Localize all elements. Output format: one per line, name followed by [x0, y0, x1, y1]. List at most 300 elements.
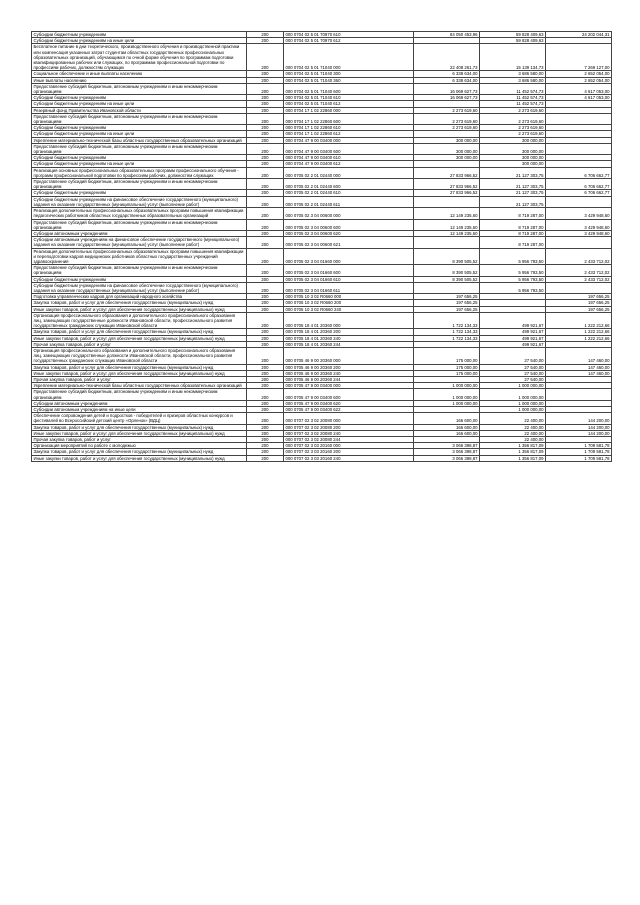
row-classification-code-cell: 000 0705 18 4 01 20360 240 [284, 335, 414, 341]
row-classification-code-cell: 000 0705 02 3 04 01660 000 [284, 248, 414, 265]
row-classification-code-cell: 000 0705 10 3 02 R0660 240 [284, 306, 414, 312]
row-line-code-cell: 200 [247, 364, 284, 370]
row-executed-amount-cell: 499 921,67 [480, 312, 546, 329]
row-line-code-cell: 200 [247, 167, 284, 178]
table-row-16 [32, 161, 612, 167]
row-classification-code-cell: 000 0705 02 3 04 00600 620 [284, 230, 414, 236]
row-executed-amount-cell: 8 719 287,00 [480, 219, 546, 230]
row-classification-code-cell: 000 0707 02 3 02 20080 244 [284, 437, 414, 443]
row-executed-amount-cell: 11 452 574,73 [480, 95, 546, 101]
row-executed-amount-cell: 300 000,00 [480, 161, 546, 167]
row-unexecuted-amount-cell: 1 709 581,78 [546, 455, 612, 461]
row-line-code-cell: 200 [247, 230, 284, 236]
row-name-cell: Реализация дополнительных профессиональных образовательных программ повышения квалификации педагогических работников областных государственных образовательных организаций [32, 208, 247, 219]
row-unexecuted-amount-cell: 197 656,25 [546, 306, 612, 312]
row-line-code-cell: 200 [247, 137, 284, 143]
row-executed-amount-cell: 11 452 574,73 [480, 83, 546, 94]
table-row-28 [32, 282, 612, 293]
row-approved-amount-cell: 197 656,25 [414, 306, 480, 312]
row-line-code-cell: 200 [247, 196, 284, 207]
row-approved-amount-cell: 22 408 261,73 [414, 44, 480, 71]
row-classification-code-cell: 000 0704 17 1 02 22860 600 [284, 113, 414, 124]
row-line-code-cell: 200 [247, 113, 284, 124]
row-line-code-cell: 200 [247, 370, 284, 376]
row-line-code-cell: 200 [247, 276, 284, 282]
row-line-code-cell: 200 [247, 265, 284, 276]
row-executed-amount-cell: 499 921,67 [480, 341, 546, 347]
row-line-code-cell: 200 [247, 312, 284, 329]
row-executed-amount-cell: 15 139 134,73 [480, 44, 546, 71]
row-approved-amount-cell: 3 066 398,87 [414, 455, 480, 461]
row-unexecuted-amount-cell: 4 617 053,00 [546, 83, 612, 94]
row-executed-amount-cell: 2 273 619,60 [480, 113, 546, 124]
row-name-cell: Прочая закупка товаров, работ и услуг [32, 341, 247, 347]
row-executed-amount-cell: 22 400,00 [480, 437, 546, 443]
table-row-25 [32, 248, 612, 265]
row-name-cell: Иные закупки товаров, работ и услуг для обеспечения государственных (муниципальных) нужд [32, 430, 247, 436]
row-executed-amount-cell: 1 356 817,09 [480, 449, 546, 455]
row-line-code-cell: 200 [247, 38, 284, 44]
row-name-cell: Резервный фонд Правительства Ивановской области [32, 107, 247, 113]
row-line-code-cell: 200 [247, 376, 284, 382]
table-row-26 [32, 265, 612, 276]
row-executed-amount-cell: 3 686 580,00 [480, 71, 546, 77]
row-classification-code-cell: 000 0705 47 9 00 03400 600 [284, 389, 414, 400]
budget-execution-table [31, 31, 612, 462]
table-row-12 [32, 131, 612, 137]
row-line-code-cell: 200 [247, 300, 284, 306]
row-classification-code-cell: 000 0704 02 5 01 70970 612 [284, 38, 414, 44]
row-unexecuted-amount-cell: 144 200,00 [546, 424, 612, 430]
row-executed-amount-cell: 8 719 287,00 [480, 208, 546, 219]
row-approved-amount-cell: 197 656,25 [414, 294, 480, 300]
row-executed-amount-cell: 1 000 000,00 [480, 407, 546, 413]
row-executed-amount-cell: 1 356 817,09 [480, 443, 546, 449]
row-classification-code-cell: 000 0705 18 4 01 20360 000 [284, 312, 414, 329]
row-executed-amount-cell: 21 127 303,75 [480, 196, 546, 207]
row-unexecuted-amount-cell: 197 656,25 [546, 300, 612, 306]
row-name-cell: Закупка товаров, работ и услуг для обеспечения государственных (муниципальных) нужд [32, 329, 247, 335]
row-name-cell: Закупка товаров, работ и услуг для обеспечения государственных (муниципальных) нужд [32, 300, 247, 306]
row-approved-amount-cell: 16 069 627,73 [414, 83, 480, 94]
table-row-4 [32, 71, 612, 77]
row-executed-amount-cell: 27 540,00 [480, 364, 546, 370]
row-line-code-cell: 200 [247, 101, 284, 107]
row-executed-amount-cell: 59 828 409,63 [480, 32, 546, 38]
row-unexecuted-amount-cell: 1 222 212,66 [546, 335, 612, 341]
row-line-code-cell: 200 [247, 248, 284, 265]
row-line-code-cell: 200 [247, 131, 284, 137]
row-line-code-cell: 200 [247, 306, 284, 312]
row-name-cell: Предоставление субсидий бюджетным, автономным учреждениям и иным некоммерческим организациям [32, 265, 247, 276]
row-name-cell: Субсидии бюджетным учреждениям на иные цели [32, 161, 247, 167]
row-classification-code-cell: 000 0705 18 4 01 20360 200 [284, 329, 414, 335]
table-body [32, 32, 612, 462]
row-unexecuted-amount-cell: 2 433 712,02 [546, 248, 612, 265]
row-classification-code-cell: 000 0705 46 9 00 20360 000 [284, 347, 414, 364]
row-name-cell: Иные выплаты населению [32, 77, 247, 83]
row-line-code-cell: 200 [247, 107, 284, 113]
row-approved-amount-cell: 175 000,00 [414, 347, 480, 364]
row-name-cell: Прочая закупка товаров, работ и услуг [32, 437, 247, 443]
row-executed-amount-cell: 5 956 793,50 [480, 265, 546, 276]
row-line-code-cell: 200 [247, 437, 284, 443]
row-classification-code-cell: 000 0704 47 9 00 03400 610 [284, 155, 414, 161]
row-name-cell: Субсидии бюджетным учреждениям на финансовое обеспечение государственного (муниципального) задания на оказание государственных (муниципальных) услуг (выполнение работ) [32, 282, 247, 293]
row-line-code-cell: 200 [247, 155, 284, 161]
row-classification-code-cell: 000 0705 47 9 00 03400 620 [284, 400, 414, 406]
row-line-code-cell: 200 [247, 83, 284, 94]
row-classification-code-cell: 000 0704 17 1 02 22860 610 [284, 125, 414, 131]
row-name-cell: Субсидии бюджетным учреждениям на иные цели [32, 131, 247, 137]
row-approved-amount-cell: 8 390 505,52 [414, 276, 480, 282]
row-approved-amount-cell: 2 273 619,60 [414, 113, 480, 124]
row-approved-amount-cell: 1 722 134,33 [414, 335, 480, 341]
row-executed-amount-cell: 1 000 000,00 [480, 400, 546, 406]
row-classification-code-cell: 000 0707 02 3 02 20080 200 [284, 424, 414, 430]
row-name-cell: Субсидии бюджетным учреждениям [32, 125, 247, 131]
row-classification-code-cell: 000 0705 10 3 02 R0660 000 [284, 294, 414, 300]
row-classification-code-cell: 000 0704 02 5 01 71040 300 [284, 71, 414, 77]
row-line-code-cell: 200 [247, 219, 284, 230]
row-approved-amount-cell: 84 050 453,96 [414, 32, 480, 38]
table-row-10 [32, 113, 612, 124]
table-row-6 [32, 83, 612, 94]
row-name-cell: Иные закупки товаров, работ и услуг для обеспечения государственных (муниципальных) нужд [32, 455, 247, 461]
row-approved-amount-cell [414, 282, 480, 293]
row-executed-amount-cell: 300 000,00 [480, 143, 546, 154]
row-unexecuted-amount-cell [546, 237, 612, 248]
row-unexecuted-amount-cell: 3 429 948,60 [546, 208, 612, 219]
row-executed-amount-cell: 5 956 793,50 [480, 282, 546, 293]
row-classification-code-cell: 000 0704 47 9 00 03400 612 [284, 161, 414, 167]
row-unexecuted-amount-cell [546, 113, 612, 124]
row-name-cell: Укрепление материально-технической базы областных государственных образовательных организаций [32, 137, 247, 143]
row-name-cell: Предоставление субсидий бюджетным, автономным учреждениям и иным некоммерческим организациям [32, 219, 247, 230]
row-name-cell: Субсидии автономным учреждениям [32, 400, 247, 406]
row-approved-amount-cell: 27 833 966,52 [414, 179, 480, 190]
row-executed-amount-cell: 1 000 000,00 [480, 383, 546, 389]
row-unexecuted-amount-cell: 144 200,00 [546, 413, 612, 424]
row-unexecuted-amount-cell: 197 656,25 [546, 294, 612, 300]
table-row-33 [32, 329, 612, 335]
row-classification-code-cell: 000 0704 02 5 01 71040 360 [284, 77, 414, 83]
row-name-cell: Субсидии бюджетным учреждениям [32, 155, 247, 161]
row-approved-amount-cell: 166 600,00 [414, 430, 480, 436]
row-classification-code-cell: 000 0704 02 5 01 71040 000 [284, 44, 414, 71]
row-name-cell: Организация профессионального образования и дополнительного профессионального образования лиц, замещающих государственные должности Ивановской области, профессионального развития государственных гражданских служащих Ивановской области [32, 347, 247, 364]
row-line-code-cell: 200 [247, 407, 284, 413]
row-executed-amount-cell: 5 956 793,50 [480, 276, 546, 282]
row-name-cell: Предоставление субсидий бюджетным, автономным учреждениям и иным некоммерческим организациям [32, 389, 247, 400]
row-name-cell: Субсидии бюджетным учреждениям [32, 190, 247, 196]
row-unexecuted-amount-cell: 6 706 662,77 [546, 190, 612, 196]
table-row-20 [32, 196, 612, 207]
row-unexecuted-amount-cell: 6 706 662,77 [546, 179, 612, 190]
row-classification-code-cell: 000 0704 02 5 01 71040 610 [284, 95, 414, 101]
row-classification-code-cell: 000 0704 02 5 01 70970 610 [284, 32, 414, 38]
row-approved-amount-cell: 3 066 398,87 [414, 449, 480, 455]
row-line-code-cell: 200 [247, 329, 284, 335]
row-line-code-cell: 200 [247, 455, 284, 461]
row-unexecuted-amount-cell: 3 429 948,60 [546, 230, 612, 236]
row-approved-amount-cell: 1 000 000,00 [414, 400, 480, 406]
row-name-cell: Социальное обеспечение и иные выплаты населению [32, 71, 247, 77]
row-executed-amount-cell: 21 127 303,75 [480, 190, 546, 196]
row-classification-code-cell: 000 0705 02 3 04 01660 600 [284, 265, 414, 276]
table-row-17 [32, 167, 612, 178]
row-approved-amount-cell: 1 722 134,33 [414, 329, 480, 335]
row-classification-code-cell: 000 0705 02 3 04 00600 621 [284, 237, 414, 248]
row-executed-amount-cell: 59 828 409,63 [480, 38, 546, 44]
row-unexecuted-amount-cell: 6 706 662,77 [546, 167, 612, 178]
row-classification-code-cell: 000 0704 17 1 02 22860 612 [284, 131, 414, 137]
row-classification-code-cell: 000 0705 02 2 01 02440 600 [284, 179, 414, 190]
row-classification-code-cell: 000 0704 17 1 02 22860 000 [284, 107, 414, 113]
row-classification-code-cell: 000 0705 46 9 00 20360 244 [284, 376, 414, 382]
row-executed-amount-cell: 499 921,67 [480, 335, 546, 341]
row-approved-amount-cell: 1 722 134,33 [414, 312, 480, 329]
row-classification-code-cell: 000 0704 02 5 01 71040 600 [284, 83, 414, 94]
row-classification-code-cell: 000 0705 46 9 00 20360 200 [284, 364, 414, 370]
row-approved-amount-cell: 3 066 398,87 [414, 443, 480, 449]
row-name-cell: Субсидии бюджетным учреждениям на иные цели [32, 101, 247, 107]
row-approved-amount-cell: 175 000,00 [414, 370, 480, 376]
table-row-2 [32, 38, 612, 44]
row-name-cell: Обеспечение сопровождения детей и подростков - победителей и призеров областных конкурсов и фестивалей во Всероссийский детский центр «Орленок» (ВДЦ) [32, 413, 247, 424]
table-row-18 [32, 179, 612, 190]
row-unexecuted-amount-cell: 2 652 054,00 [546, 71, 612, 77]
row-line-code-cell: 200 [247, 208, 284, 219]
row-classification-code-cell: 000 0707 02 3 02 20080 240 [284, 430, 414, 436]
row-approved-amount-cell: 197 656,25 [414, 300, 480, 306]
row-line-code-cell: 200 [247, 335, 284, 341]
row-unexecuted-amount-cell: 2 433 712,02 [546, 276, 612, 282]
row-classification-code-cell: 000 0707 02 3 03 20160 240 [284, 455, 414, 461]
row-name-cell: Субсидии автономным учреждениям на финансовое обеспечение государственного (муниципального) задания на оказание государственных (муниципальных) услуг (выполнение работ) [32, 237, 247, 248]
row-line-code-cell: 200 [247, 282, 284, 293]
row-approved-amount-cell: 2 273 619,60 [414, 125, 480, 131]
row-name-cell: Предоставление субсидий бюджетным, автономным учреждениям и иным некоммерческим организациям [32, 83, 247, 94]
row-name-cell: Бесплатное питание в дни теоретического, производственного обучения и производственной практики или компенсация указанных затрат студентам областных государственных профессиональных образовательных организаций, обучающимся по очной форме обучения по программам подготовки квалифицированных рабочих или служащих, по программам профессиональной подготовки по профессиям рабочих, должностям служащих [32, 44, 247, 71]
row-approved-amount-cell: 300 000,00 [414, 137, 480, 143]
table-row-37 [32, 364, 612, 370]
row-classification-code-cell: 000 0704 47 9 00 03400 000 [284, 137, 414, 143]
row-unexecuted-amount-cell: 147 460,00 [546, 364, 612, 370]
row-classification-code-cell: 000 0707 02 3 03 20160 200 [284, 449, 414, 455]
row-line-code-cell: 200 [247, 424, 284, 430]
row-name-cell: Предоставление субсидий бюджетным, автономным учреждениям и иным некоммерческим организациям [32, 179, 247, 190]
row-name-cell: Субсидии бюджетным учреждениям [32, 32, 247, 38]
row-executed-amount-cell: 5 956 793,50 [480, 248, 546, 265]
row-unexecuted-amount-cell [546, 282, 612, 293]
row-name-cell: Субсидии бюджетным учреждениям [32, 276, 247, 282]
row-unexecuted-amount-cell: 2 652 054,00 [546, 77, 612, 83]
row-classification-code-cell: 000 0705 47 9 00 03400 622 [284, 407, 414, 413]
row-unexecuted-amount-cell: 147 460,00 [546, 347, 612, 364]
row-approved-amount-cell: 300 000,00 [414, 143, 480, 154]
row-line-code-cell: 200 [247, 389, 284, 400]
table-row-8 [32, 101, 612, 107]
table-row-40 [32, 383, 612, 389]
row-classification-code-cell: 000 0707 02 3 03 20160 000 [284, 443, 414, 449]
row-name-cell: Укрепление материально-технической базы областных государственных образовательных организаций [32, 383, 247, 389]
table-row-46 [32, 430, 612, 436]
row-name-cell: Реализация дополнительных профессиональных образовательных программ повышения квалификации и переподготовки кадров медицинских работников областных государственных учреждений здравоохранения [32, 248, 247, 265]
row-unexecuted-amount-cell: 144 200,00 [546, 430, 612, 436]
row-name-cell: Закупка товаров, работ и услуг для обеспечения государственных (муниципальных) нужд [32, 449, 247, 455]
row-name-cell: Иные закупки товаров, работ и услуг для обеспечения государственных (муниципальных) нужд [32, 306, 247, 312]
row-unexecuted-amount-cell [546, 196, 612, 207]
row-approved-amount-cell: 300 000,00 [414, 155, 480, 161]
row-approved-amount-cell: 6 338 634,00 [414, 71, 480, 77]
row-unexecuted-amount-cell: 7 269 127,00 [546, 44, 612, 71]
row-executed-amount-cell: 2 273 619,60 [480, 131, 546, 137]
row-line-code-cell: 200 [247, 341, 284, 347]
table-row-41 [32, 389, 612, 400]
row-executed-amount-cell: 2 273 619,60 [480, 107, 546, 113]
row-executed-amount-cell: 300 000,00 [480, 155, 546, 161]
row-approved-amount-cell: 12 149 235,60 [414, 208, 480, 219]
row-approved-amount-cell: 27 833 966,52 [414, 167, 480, 178]
row-classification-code-cell: 000 0705 46 9 00 20360 240 [284, 370, 414, 376]
row-unexecuted-amount-cell: 1 709 581,78 [546, 443, 612, 449]
row-line-code-cell: 200 [247, 449, 284, 455]
row-line-code-cell: 200 [247, 190, 284, 196]
table-row-45 [32, 424, 612, 430]
row-approved-amount-cell: 1 000 000,00 [414, 383, 480, 389]
row-unexecuted-amount-cell: 1 222 212,66 [546, 329, 612, 335]
row-executed-amount-cell: 27 540,00 [480, 376, 546, 382]
row-unexecuted-amount-cell: 1 222 212,66 [546, 312, 612, 329]
row-name-cell: Субсидии бюджетным учреждениям на иные цели [32, 38, 247, 44]
row-line-code-cell: 200 [247, 347, 284, 364]
row-classification-code-cell: 000 0705 02 3 04 00600 000 [284, 208, 414, 219]
row-executed-amount-cell: 27 540,00 [480, 347, 546, 364]
row-executed-amount-cell: 22 400,00 [480, 424, 546, 430]
table-row-22 [32, 219, 612, 230]
table-row-9 [32, 107, 612, 113]
row-classification-code-cell: 000 0705 02 3 04 01660 610 [284, 276, 414, 282]
row-classification-code-cell: 000 0707 02 3 02 20080 000 [284, 413, 414, 424]
row-executed-amount-cell: 21 127 303,75 [480, 167, 546, 178]
row-unexecuted-amount-cell: 2 433 712,02 [546, 265, 612, 276]
row-approved-amount-cell: 175 000,00 [414, 364, 480, 370]
table-row-49 [32, 449, 612, 455]
row-approved-amount-cell: 12 149 235,60 [414, 230, 480, 236]
row-executed-amount-cell: 1 356 817,09 [480, 455, 546, 461]
table-row-36 [32, 347, 612, 364]
row-approved-amount-cell: 166 600,00 [414, 424, 480, 430]
row-name-cell: Субсидии бюджетным учреждениям [32, 95, 247, 101]
row-executed-amount-cell: 22 400,00 [480, 413, 546, 424]
row-line-code-cell: 200 [247, 161, 284, 167]
row-name-cell: Прочая закупка товаров, работ и услуг [32, 376, 247, 382]
row-name-cell: Закупка товаров, работ и услуг для обеспечения государственных (муниципальных) нужд [32, 424, 247, 430]
table-row-38 [32, 370, 612, 376]
row-approved-amount-cell: 166 600,00 [414, 413, 480, 424]
row-executed-amount-cell: 21 127 303,75 [480, 179, 546, 190]
table-row-24 [32, 237, 612, 248]
row-classification-code-cell: 000 0704 47 9 00 03400 600 [284, 143, 414, 154]
row-executed-amount-cell: 27 540,00 [480, 370, 546, 376]
row-unexecuted-amount-cell: 1 709 581,78 [546, 449, 612, 455]
row-name-cell: Субсидии бюджетным учреждениям на финансовое обеспечение государственного (муниципального) задания на оказание государственных (муниципальных) услуг (выполнение работ) [32, 196, 247, 207]
row-executed-amount-cell: 8 719 287,00 [480, 230, 546, 236]
row-line-code-cell: 200 [247, 294, 284, 300]
table-row-34 [32, 335, 612, 341]
row-line-code-cell: 200 [247, 71, 284, 77]
row-classification-code-cell: 000 0705 02 3 04 00600 600 [284, 219, 414, 230]
row-executed-amount-cell: 22 400,00 [480, 430, 546, 436]
row-unexecuted-amount-cell [546, 143, 612, 154]
row-approved-amount-cell [414, 196, 480, 207]
row-name-cell: Реализация основных профессиональных образовательных программ профессионального обучения - программ профессиональной подготовки по профессиям рабочих, должностям служащих [32, 167, 247, 178]
row-line-code-cell: 200 [247, 125, 284, 131]
row-classification-code-cell: 000 0705 10 3 02 R0660 200 [284, 300, 414, 306]
row-name-cell: Закупка товаров, работ и услуг для обеспечения государственных (муниципальных) нужд [32, 364, 247, 370]
table-row-32 [32, 312, 612, 329]
row-line-code-cell: 200 [247, 237, 284, 248]
row-name-cell: Предоставление субсидий бюджетным, автономным учреждениям и иным некоммерческим организациям [32, 143, 247, 154]
row-approved-amount-cell: 2 273 619,60 [414, 107, 480, 113]
row-line-code-cell: 200 [247, 32, 284, 38]
row-classification-code-cell: 000 0705 02 2 01 02440 000 [284, 167, 414, 178]
row-name-cell: Организация профессионального образования и дополнительного профессионального образования лиц, замещающих государственные должности Ивановской области, профессионального развития государственных гражданских служащих Ивановской области [32, 312, 247, 329]
row-unexecuted-amount-cell [546, 389, 612, 400]
row-executed-amount-cell: 2 273 619,60 [480, 125, 546, 131]
row-classification-code-cell: 000 0705 02 2 01 02440 610 [284, 190, 414, 196]
row-classification-code-cell: 000 0705 02 2 01 02440 611 [284, 196, 414, 207]
row-line-code-cell: 200 [247, 143, 284, 154]
row-name-cell: Предоставление субсидий бюджетным, автономным учреждениям и иным некоммерческим организациям [32, 113, 247, 124]
table-row-13 [32, 137, 612, 143]
row-classification-code-cell: 000 0705 47 9 00 03400 000 [284, 383, 414, 389]
table-row-43 [32, 407, 612, 413]
row-approved-amount-cell: 12 149 235,60 [414, 219, 480, 230]
row-unexecuted-amount-cell: 24 202 044,31 [546, 32, 612, 38]
row-executed-amount-cell: 3 686 580,00 [480, 77, 546, 83]
row-line-code-cell: 200 [247, 400, 284, 406]
row-name-cell: Субсидии автономным учреждениям на иные цели [32, 407, 247, 413]
table-row-48 [32, 443, 612, 449]
table-row-50 [32, 455, 612, 461]
row-unexecuted-amount-cell: 3 429 948,60 [546, 219, 612, 230]
row-name-cell: Субсидии автономным учреждениям [32, 230, 247, 236]
row-approved-amount-cell: 8 390 505,52 [414, 248, 480, 265]
row-line-code-cell: 200 [247, 443, 284, 449]
row-executed-amount-cell: 499 921,67 [480, 329, 546, 335]
row-executed-amount-cell: 300 000,00 [480, 137, 546, 143]
row-line-code-cell: 200 [247, 44, 284, 71]
row-name-cell: Организация мероприятий по работе с молодежью [32, 443, 247, 449]
row-approved-amount-cell: 16 069 627,73 [414, 95, 480, 101]
row-executed-amount-cell: 11 452 574,73 [480, 101, 546, 107]
row-classification-code-cell: 000 0705 18 4 01 20360 244 [284, 341, 414, 347]
row-line-code-cell: 200 [247, 430, 284, 436]
row-unexecuted-amount-cell: 4 617 053,00 [546, 95, 612, 101]
row-line-code-cell: 200 [247, 77, 284, 83]
row-executed-amount-cell: 1 000 000,00 [480, 389, 546, 400]
row-name-cell: Иные закупки товаров, работ и услуг для обеспечения государственных (муниципальных) нужд [32, 335, 247, 341]
row-name-cell: Подготовка управленческих кадров для организаций народного хозяйства [32, 294, 247, 300]
table-row-14 [32, 143, 612, 154]
table-row-44 [32, 413, 612, 424]
row-classification-code-cell: 000 0704 02 5 01 71040 612 [284, 101, 414, 107]
row-line-code-cell: 200 [247, 95, 284, 101]
row-approved-amount-cell: 6 338 634,00 [414, 77, 480, 83]
row-approved-amount-cell: 1 000 000,00 [414, 389, 480, 400]
